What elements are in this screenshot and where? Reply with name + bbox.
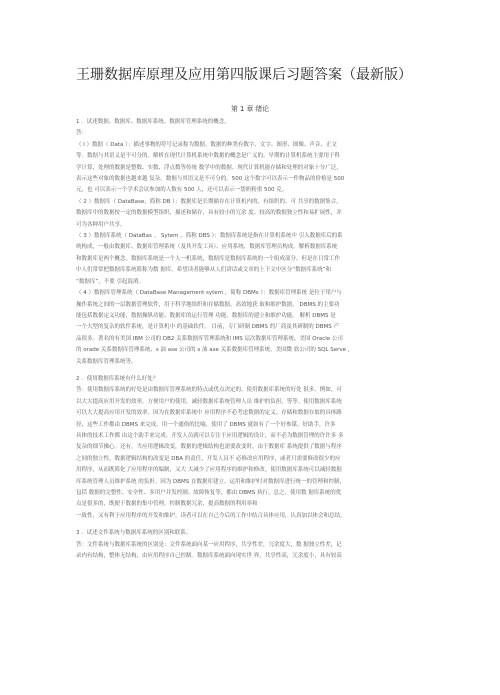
text-line: 等。数据与其语义是不可分的。解析在现代计算机系统中数据的概念是广义的。早期的计算机系统主要用于科 — [76, 153, 341, 160]
text-line: 和数据库是两个概念。数据库系统是一个人一机系统，数据库是数据库系统的一个组成部分。但是在日常工作 — [76, 255, 341, 262]
text-line: 用程序，从而既简化了应用程序的编制，又大 大减少了应用程序的维护和修改。使用数据库系统可以减轻数据 — [76, 467, 342, 474]
text-line: 能包括数据定义功能、数据操纵功能、数据库的运行管理 功能、数据库的建立和维护功能。 解析 DBMS 是 — [76, 312, 336, 319]
document-body — [76, 117, 434, 562]
text-line: 元，也 可以表示一个学术会议参加的人数有 500 人，还可以表示一袋奶粉重 500 克。 — [76, 187, 288, 194]
text-line: 具体的技术工作都 由这个助手来完成。开发人员就可以专注于应用逻辑的设计，而不必为数据管理的许许多 多 — [76, 432, 344, 439]
text-line: 数据库中的数据按一定的数据模型组织、描述和储存，具有较小的冗余 度、较高的数据独立性和易扩展性，并 — [76, 210, 342, 217]
text-line: （ 2 ）数据库（ DataBase，简称 DB ）：数据库是长期储存在计算机内的、有组织的、可 共享的数据集合。 — [76, 198, 342, 205]
text-line: 一致性，又有利于应用程序的开发和维护。读者可以在自己今后的工作中结合具体应用，认真加以体会和总结。 — [76, 512, 346, 519]
text-line: 录内有结构，整体无结构，由应用程序自己控制。数据库系统面向现实世 界，共享性高，冗余度小，具有较高 — [76, 553, 342, 560]
text-line: 径，这些工作都由 DBMS 来完成。用一个通俗的比喻，使用了 DBMS 就如有了一个好参谋、好助手，许多 — [76, 421, 336, 428]
text-line: （ 4 ）数据库管理系统（ DataBase Management sytem ，简称 DBMs ）：数据库管理系统 是位于用户与 — [76, 290, 342, 297]
question-2: 2 ．使用数据库系统有什么好处？ — [76, 375, 159, 382]
text-line: （ l ）数据（ Data ）：描述事物的符号记录称为数据。数据的种类有数字、文字、图形、图像、声音、正文 — [76, 141, 337, 148]
document-title: 王珊数据库原理及应用第四版课后习题答案（最新版） — [76, 67, 412, 83]
text-line: 的 orade 关系数据库管理系统、s 油 ase 公司的 s 油 ase 关系数据库管理系统、美国微 软公司的 SQL Serve ， — [76, 347, 354, 354]
text-line: 点是很多的，既便于数据的集中管理，控制数据冗余，提高数据的利用率和 — [76, 501, 258, 508]
text-line: 操作系统之间的一层数据管理软件，用于科学地组织和存储数据、高效地获 取和维护数据。 DBMS 的主要功 — [76, 301, 340, 308]
chapter-heading: 第 1 章 绪论 — [231, 105, 269, 113]
text-line: 包括 数据的完整性、安全性、多用户并发控制、故障恢复等，都由 DBMS 执行。总之，使用数 据库系统的优 — [76, 490, 342, 496]
text-line: 答：文件系统与数据库系统的区别是：文件系统面向某一应用程序，共享性差，冗余度大，数 据独立性差，记 — [76, 541, 342, 548]
text-line: 统构成，一般由数据库、数据库管理系统（及其开发工具）、应用系统、数据库管理员构成。解析数据库系统 — [76, 244, 338, 251]
text-line: 可以大大提高应用开发的效率。因为在数据库系统中 应用程序不必考虑数据的定义、存储和数据存取的具体路 — [76, 410, 342, 417]
text-line: 学计算，处理的数据是整数、实数、浮点数等传统 数学中的数据。现代计算机能存储和处理的对象十分广泛， — [76, 164, 342, 171]
text-line: “数据库”，不要 引起混淆。 — [76, 278, 144, 285]
text-line: 关系数据库管理系统等。 — [76, 358, 137, 365]
text-line: 库系统管理人员维护系统 的负担。因为 DBMS 在数据库建立、运用和维护时对数据库进行统一的管理和控制， — [76, 478, 345, 485]
text-line: 表示这些对象的数据也越来越 复杂。数据与其语义是不可分的。500 这个数字可以表示一件物品的价格是 500 — [76, 176, 345, 183]
text-line: 答：使用数据库系统的好处是由数据库管理系统的特点或优点决定的。使用数据库系统的好处 很多，例如，可 — [76, 387, 342, 394]
text-line: （ 3 ）数据库系统（ DataBas 。 Sytem ，简称 DBS ）：数据库系统是指在计算机系统中 引入数据库后的系 — [76, 233, 343, 240]
text-line: 中人们常常把数据库系统简称为数 据库。希望读者能够从人们讲话或文章的上下文中区分“数据库系统”和 — [76, 267, 331, 274]
text-line: 之间的独立性，数据逻辑结构的改变是 DBA 的责任，开发人员不 必修改应用程序，或者只需要修改很少的应 — [76, 455, 341, 462]
text-line: 品很多。著名的有美国 IBM 公司的 DB2 关系数据库管理系统和 IMS 层次数据库管理系统、美国 Oracle 公司 — [76, 335, 343, 342]
text-line: 以大大提高应用开发的效率，方便用户的使用，减轻数据库系统管理人员 维护的负担，等等。使用数据库系统 — [76, 398, 342, 405]
question-1: 1 ．试述数据、数据库、数据库系统、数据库管理系统的概念。 — [76, 119, 230, 125]
text-line: 一个大型的复杂的软件系统，是计算机中 的基础软件。 目前，专门研制 DBMS 的厂商及其研制的 DBMS 产 — [76, 324, 339, 331]
question-3: 3 ．试述文件系统与数据库系统的区别和联系。 — [76, 530, 192, 537]
text-line: 复杂的细节操心。还有，当应用逻辑改变，数据的逻辑结构也需要改变时，由于数据库 系统提供了数据与程序 — [76, 444, 342, 451]
text-line: 可为各种用户共享。 — [76, 221, 126, 228]
answer-label: 答： — [76, 130, 88, 137]
